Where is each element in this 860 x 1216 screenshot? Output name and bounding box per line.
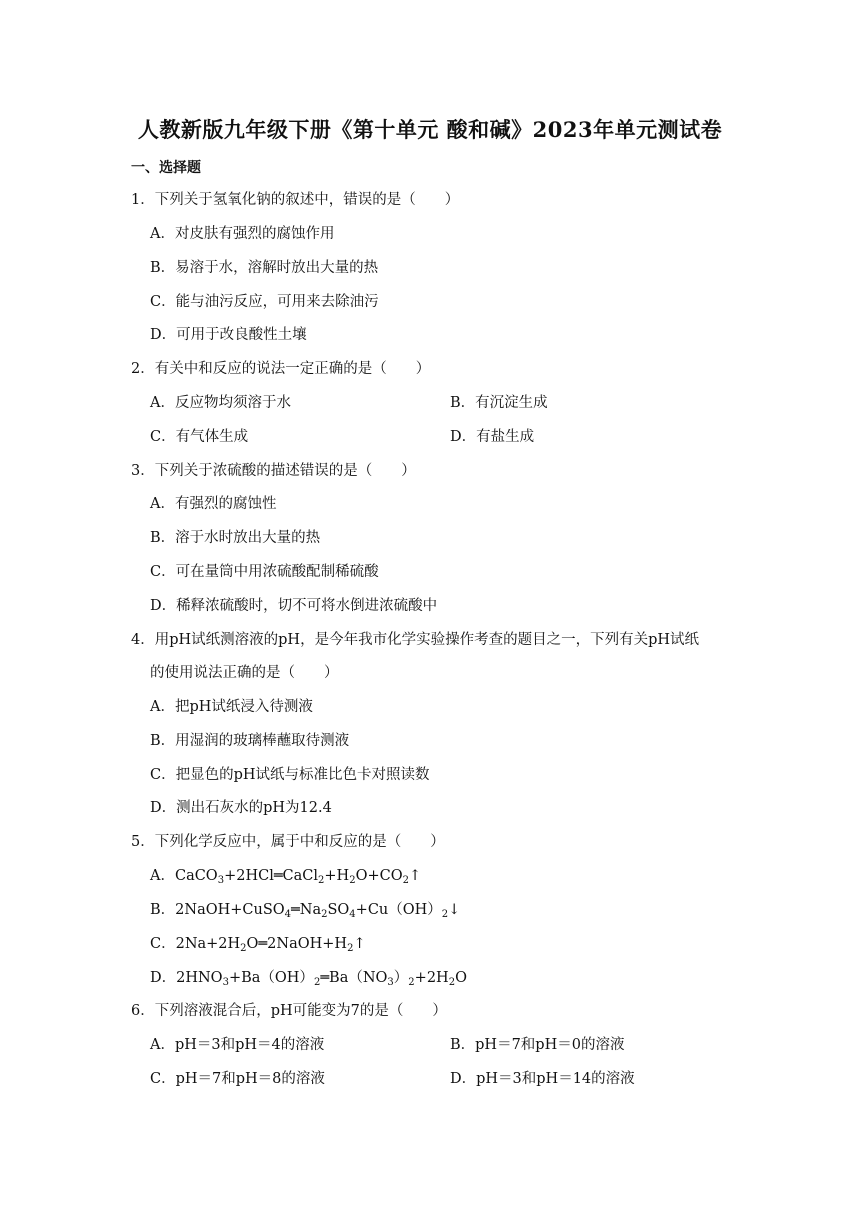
q2-option-c: C．有气体生成: [150, 429, 249, 445]
q3-option-a: A．有强烈的腐蚀性: [150, 496, 277, 512]
q1-option-d: D．可用于改良酸性土壤: [150, 327, 307, 343]
q6-option-b: B．pH＝7和pH＝0的溶液: [450, 1037, 625, 1053]
q5-option-c: C．$2Na+2H_2O═2NaOH+H_2↑$: [150, 936, 366, 954]
question-1-stem: 1．下列关于氢氧化钠的叙述中，错误的是（ ）: [131, 192, 460, 208]
question-5-stem: 5．下列化学反应中，属于中和反应的是（ ）: [131, 834, 445, 850]
q1-option-a: A．对皮肤有强烈的腐蚀作用: [150, 226, 335, 242]
section-heading: 一、选择题: [131, 160, 201, 176]
q5-option-b: B．$2NaOH+CuSO_4═Na_2SO_4+Cu(OH)_2↓$: [150, 902, 461, 920]
q6-option-d: D．pH＝3和pH＝14的溶液: [450, 1071, 635, 1087]
q4-option-d: D．测出石灰水的pH为12.4: [150, 800, 332, 816]
question-4-stem-line-2: 的使用说法正确的是（ ）: [150, 665, 339, 681]
q4-option-c: C．把显色的pH试纸与标准比色卡对照读数: [150, 767, 430, 783]
q4-option-b: B．用湿润的玻璃棒蘸取待测液: [150, 733, 350, 749]
question-2-stem: 2．有关中和反应的说法一定正确的是（ ）: [131, 361, 431, 377]
page-title: 人教新版九年级下册《第十单元 酸和碱》2023年单元测试卷: [137, 117, 723, 142]
q2-option-d: D．有盐生成: [450, 429, 535, 445]
q1-option-c: C．能与油污反应，可用来去除油污: [150, 294, 379, 310]
q6-option-c: C．pH＝7和pH＝8的溶液: [150, 1071, 325, 1087]
q2-option-b: B．有沉淀生成: [450, 395, 548, 411]
question-4-stem-line-1: 4．用pH试纸测溶液的pH，是今年我市化学实验操作考查的题目之一，下列有关pH试纸: [131, 632, 700, 648]
q1-option-b: B．易溶于水，溶解时放出大量的热: [150, 260, 379, 276]
q3-option-c: C．可在量筒中用浓硫酸配制稀硫酸: [150, 564, 379, 580]
q6-option-a: A．pH＝3和pH＝4的溶液: [150, 1037, 325, 1053]
q3-option-b: B．溶于水时放出大量的热: [150, 530, 321, 546]
question-6-stem: 6．下列溶液混合后，pH可能变为7的是（ ）: [131, 1003, 447, 1019]
q2-option-a: A．反应物均须溶于水: [150, 395, 291, 411]
q4-option-a: A．把pH试纸浸入待测液: [150, 699, 313, 715]
q5-option-a: A．$CaCO_3+2HCl═CaCl_2+H_2O+CO_2↑$: [150, 868, 422, 886]
q5-option-d: D．$2HNO_3+Ba(OH)_2═Ba(NO_3)_2+2H_2O$: [150, 970, 467, 988]
question-3-stem: 3．下列关于浓硫酸的描述错误的是（ ）: [131, 463, 416, 479]
q3-option-d: D．稀释浓硫酸时，切不可将水倒进浓硫酸中: [150, 598, 438, 614]
